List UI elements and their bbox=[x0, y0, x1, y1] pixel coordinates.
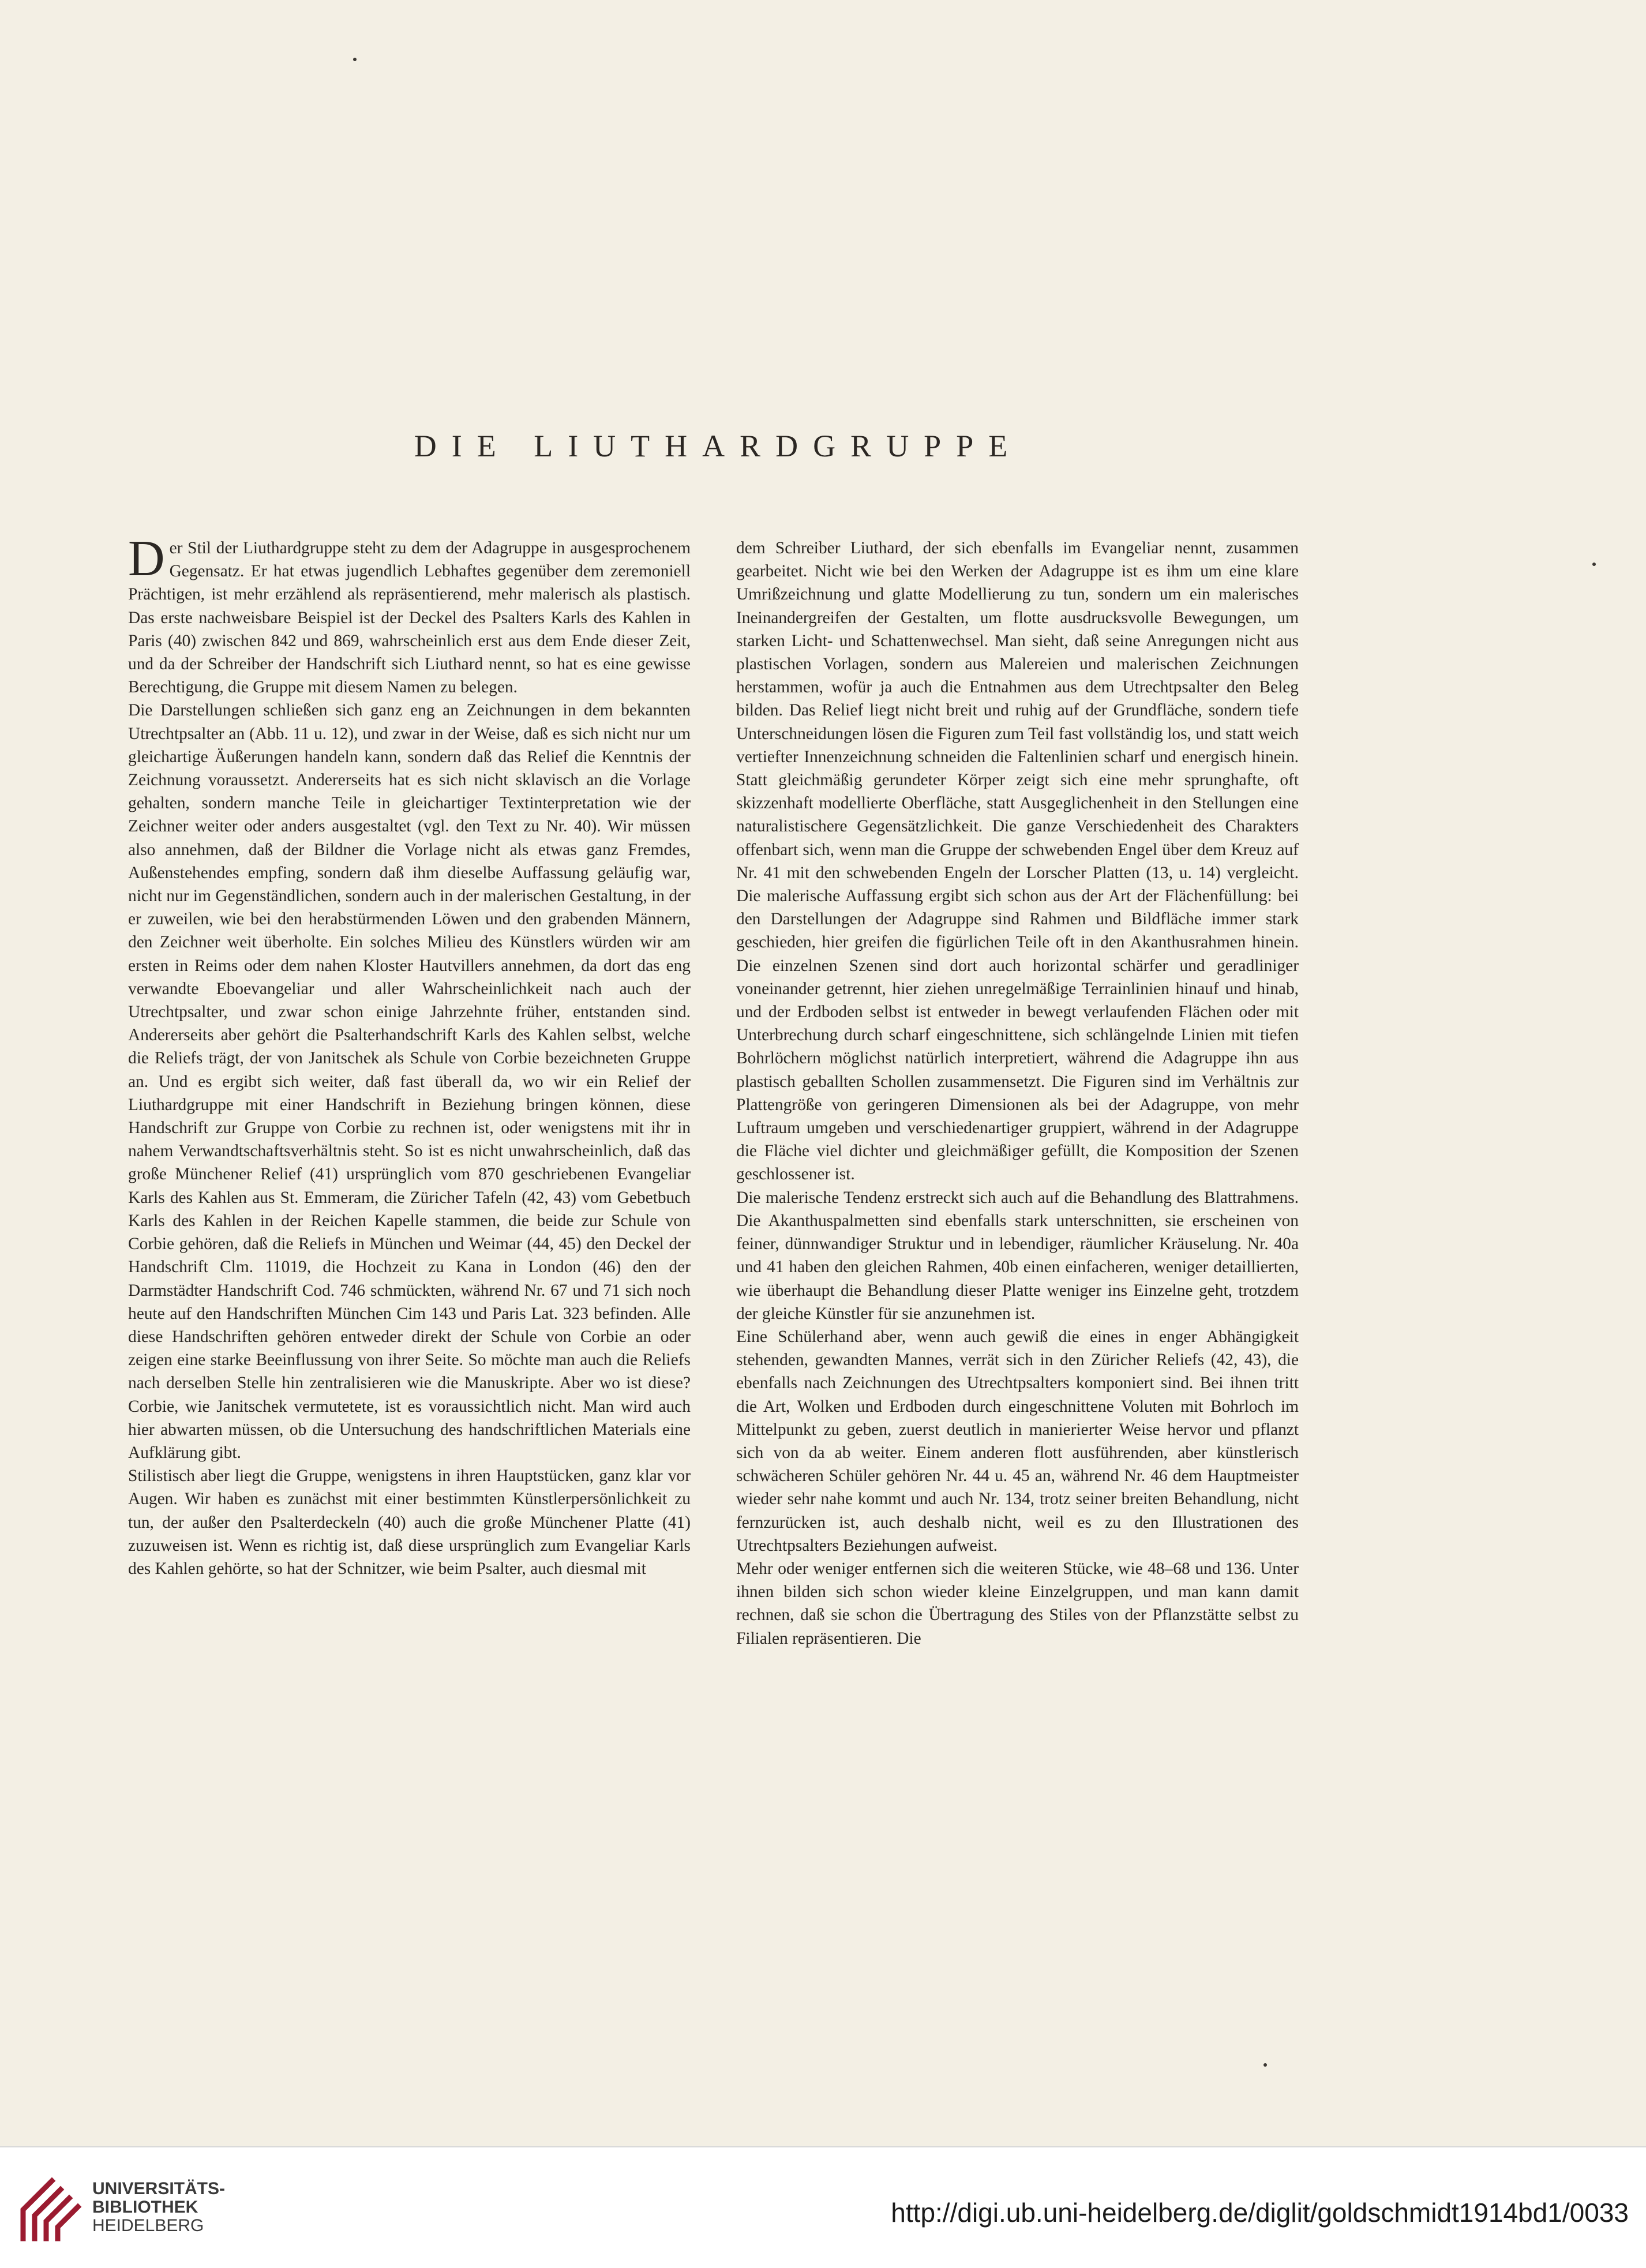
paragraph: Eine Schülerhand aber, wenn auch gewiß die eines in enger Abhängigkeit stehenden, gewandten Mannes, verrät sich in den Züricher Reliefs (42, 43), die ebenfalls nach Zeichnungen des Utrechtpsalters komponiert sind. Bei ihnen tritt die Art, Wolken und Erdboden durch eingeschnittene Voluten mit Bohrloch im Mittelpunkt zu geben, zuerst deutlich in manierierter Weise hervor und pflanzt sich von da ab weiter. Einem anderen flott ausführenden, aber künstlerisch schwächeren Schüler gehören Nr. 44 u. 45 an, während Nr. 46 dem Hauptmeister wieder sehr nahe kommt und auch Nr. 134, trotz seiner breiten Behandlung, nicht fernzurücken ist, auch deshalb nicht, weil es zu den Illustrationen des Utrechtpsalters Beziehungen aufweist. bbox=[736, 1327, 1299, 1555]
paragraph-text: er Stil der Liuthardgruppe steht zu dem der Adagruppe in ausgesprochenem Gegensatz. Er hat etwas jugendlich Lebhaftes gegenüber dem zeremoniell Prächtigen, ist mehr erzählend als repräsentierend, mehr malerisch als plastisch. Das erste nachweisbare Beispiel ist der Deckel des Psalters Karls des Kahlen in Paris (40) zwischen 842 und 869, wahrscheinlich erst aus dem Ende dieser Zeit, und da der Schreiber der Handschrift sich Liuthard nennt, so hat es eine gewisse Berechtigung, die Gruppe mit diesem Namen zu belegen. bbox=[128, 539, 691, 697]
paragraph: Die malerische Tendenz erstreckt sich auch auf die Behandlung des Blattrahmens. Die Akanthuspalmetten sind ebenfalls stark unterschnitten, sie erscheinen von feiner, dünnwandiger Struktur und in lebendiger, räumlicher Kräuselung. Nr. 40a und 41 haben den gleichen Rahmen, 40b einen einfacheren, weniger detaillierten, wie überhaupt die Behandlung dieser Platte weniger ins Einzelne geht, trotzdem der gleiche Künstler für sie anzunehmen ist. bbox=[736, 1188, 1299, 1323]
right-column bbox=[736, 537, 1299, 1650]
paragraph bbox=[128, 531, 691, 699]
paragraph: Stilistisch aber liegt die Gruppe, wenigstens in ihren Hauptstücken, ganz klar vor Augen. Wir haben es zunächst mit einer bestimmten Künstlerpersönlichkeit zu tun, der außer den Psalterdeckeln (40) auch die große Münchener Platte (41) zuzuweisen ist. Wenn es richtig ist, daß diese ursprünglich zum Evangeliar Karls des Kahlen gehörte, so hat der Schnitzer, wie beim Psalter, auch diesmal mit bbox=[128, 1467, 691, 1578]
paragraph: Die Darstellungen schließen sich ganz eng an Zeichnungen in dem bekannten Utrechtpsalter an (Abb. 11 u. 12), und zwar in der Weise, daß es sich nicht nur um gleichartige Äußerungen handeln kann, sondern daß das Relief die Kenntnis der Zeichnung voraussetzt. Andererseits hat es sich nicht sklavisch an die Vorlage gehalten, sondern manche Teile in gleichartiger Textinterpretation wie der Zeichner weiter oder anders ausgestaltet (vgl. den Text zu Nr. 40). Wir müssen also annehmen, daß der Bildner die Vorlage nicht als etwas ganz Fremdes, Außenstehendes empfing, sondern daß ihm dieselbe Auffassung geläufig war, nicht nur im Gegenständlichen, sondern auch in der malerischen Gestaltung, in der er zuweilen, wie bei den herabstürmenden Löwen und den grabenden Männern, den Zeichner weit überholte. Ein solches Milieu des Künstlers würden wir am ersten in Reims oder dem nahen Kloster Hautvillers annehmen, da dort das eng verwandte Eboevangeliar und aller Wahrscheinlichkeit nach auch der Utrechtpsalter, und zwar schon einige Jahrzehnte früher, entstanden sind. Andererseits aber gehört die Psalterhandschrift Karls des Kahlen selbst, welche die Reliefs trägt, der von Janitschek als Schule von Corbie bezeichneten Gruppe an. Und es ergibt sich weiter, daß fast überall da, wo wir ein Relief der Liuthardgruppe mit einer Handschrift in Beziehung bringen können, diese Handschrift zur Gruppe von Corbie zu rechnen ist, oder wenigstens mit ihr in nahem Verwandtschaftsverhältnis steht. So ist es nicht unwahrscheinlich, daß das große Münchener Relief (41) ursprünglich vom 870 geschriebenen Evangeliar Karls des Kahlen aus St. Emmeram, die Züricher Tafeln (42, 43) vom Gebetbuch Karls des Kahlen in der Reichen Kapelle stammen, die beide zur Schule von Corbie gehören, daß die Reliefs in München und Weimar (44, 45) den Deckel der Handschrift Clm. 11019, die Hochzeit zu Kana in London (46) den der Darmstädter Handschrift Cod. 746 schmückten, während Nr. 67 und 71 sich noch heute auf den Handschriften München Cim 143 und Paris Lat. 323 befinden. Alle diese Handschriften gehören entweder direkt der Schule von Corbie an oder zeigen eine starke Beeinflussung von ihrer Seite. So möchte man auch die Reliefs nach derselben Stelle hin zentralisieren wie die Manuskripte. Aber wo ist diese? Corbie, wie Janitschek vermutetete, ist es voraussichtlich nicht. Man wird auch hier abwarten müssen, ob die Untersuchung des handschriftlichen Materials eine Aufklärung gibt. bbox=[128, 701, 691, 1462]
left-column bbox=[128, 531, 691, 1580]
library-name-line: BIBLIOTHEK bbox=[92, 2198, 198, 2217]
paragraph: dem Schreiber Liuthard, der sich ebenfalls im Evangeliar nennt, zusammen gearbeitet. Nicht wie bei den Werken der Adagruppe ist es ihm um eine klare Umrißzeichnung und glatte Modellierung zu tun, sondern um ein malerisches Ineinandergreifen der Gestalten, um flotte ausdrucksvolle Bewegungen, um starken Licht- und Schattenwechsel. Man sieht, daß seine Anregungen nicht aus plastischen Vorlagen, sondern aus Malereien und malerischen Zeichnungen herstammen, wofür ja auch die Entnahmen aus dem Utrechtpsalter den Beleg bilden. Das Relief liegt nicht breit und ruhig auf der Grundfläche, sondern tiefe Unterschneidungen lösen die Figuren zum Teil fast vollständig los, und statt weich vertiefter Innenzeichnung schneiden die Faltenlinien scharf und energisch hinein. Statt gleichmäßig gerundeter Körper zeigt sich eine mehr sprunghafte, oft skizzenhaft modellierte Oberfläche, statt Ausgeglichenheit in den Stellungen eine naturalistischere Gegensätzlichkeit. Die ganze Verschiedenheit des Charakters offenbart sich, wenn man die Gruppe der schwebenden Engel über dem Kreuz auf Nr. 41 mit den schwebenden Engeln der Lorscher Platten (13, u. 14) vergleicht. Die malerische Auffassung ergibt sich schon aus der Art der Flächenfüllung: bei den Darstellungen der Adagruppe sind Rahmen und Bildfläche immer stark geschieden, hier greifen die figürlichen Teile oft in den Akanthusrahmen hinein. Die einzelnen Szenen sind dort auch horizontal schärfer und geradliniger voneinander getrennt, hier ziehen unregelmäßige Terrainlinien hinauf und hinab, und der Erdboden selbst ist entweder in bewegt verlaufenden Flächen oder mit Unterbrechung durch scharf eingeschnittene, sich schlängelnde Linien mit tiefen Bohrlöchern möglichst natürlich interpretiert, während die Adagruppe ihn aus plastisch geballten Schollen zusammensetzt. Die Figuren sind im Verhältnis zur Plattengröße von geringeren Dimensionen als bei der Adagruppe, von mehr Luftraum umgeben und verschiedenartiger gruppiert, während in der Adagruppe die Fläche viel dichter und gleichmäßiger gefüllt, die Komposition der Szenen geschlossener ist. bbox=[736, 539, 1299, 1184]
paper-speck bbox=[1592, 563, 1596, 566]
paragraph: Mehr oder weniger entfernen sich die weiteren Stücke, wie 48–68 und 136. Unter ihnen bilden sich schon wieder kleine Einzelgruppen, und man kann damit rechnen, daß sie schon die Übertragung des Stiles von der Pflanzstätte selbst zu Filialen repräsentieren. Die bbox=[736, 1559, 1299, 1648]
paper-speck bbox=[1263, 2063, 1267, 2067]
library-name bbox=[92, 2180, 225, 2235]
library-footer bbox=[0, 2146, 1646, 2268]
library-name-line: UNIVERSITÄTS- bbox=[92, 2179, 226, 2198]
drop-cap: D bbox=[128, 531, 165, 587]
library-logo-icon bbox=[17, 2169, 87, 2244]
library-name-line: HEIDELBERG bbox=[92, 2216, 204, 2235]
source-url-link[interactable]: http://digi.ub.uni-heidelberg.de/diglit/goldschmidt1914bd1/0033 bbox=[891, 2198, 1629, 2228]
paper-speck bbox=[353, 58, 357, 61]
page-title: DIE LIUTHARDGRUPPE bbox=[414, 429, 1023, 463]
